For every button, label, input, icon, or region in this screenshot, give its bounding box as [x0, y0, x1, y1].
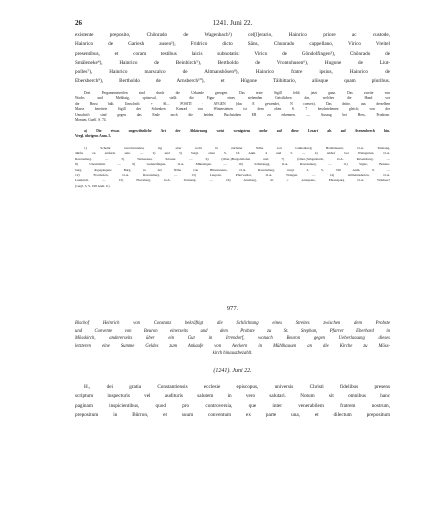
note-line: Wachs und Mehltaig, spitzoval, stellt die Figur eines stehenden Geistlichen dar, welcher die Hand vor: [75, 96, 390, 101]
text-line: Hainrico de Gariesh ausen²), Fridrico dicto Sâns, Chunrado cappellano, Virico Vreitel: [75, 41, 390, 48]
text-line: H., dei gratia Constantiensis ecclesie episcopus, universis Christi fidelibus presens: [84, 384, 390, 390]
charter-date: (1241). Juni 22.: [213, 368, 252, 374]
text-line: existente preposito, Chônrado de Wagenbach¹) cel[l]erario, Hainrico priore ac custode,: [75, 32, 390, 38]
footnotes: [75, 146, 390, 189]
note-line: Masse bereitete Sigill des Schenken Konrad von Winterstetten ist dem oben S. 7 beschriebenen gleich; von der: [75, 107, 390, 112]
regest-line: letzteren eine Summe Geldes zum Ankaufe von Aeckern in Mühlhausen an die Kirche zu Möss-: [75, 343, 390, 349]
footnote-line: Leutkirch. — 15) Ebersberg, O.A. Tettnang. — 16) Arnsberg, ob = Arnspreie, Ehrenspurg O.A. Waldsee?: [75, 178, 390, 183]
note-line: Vergl. übrigens Anm. 5.: [75, 134, 112, 139]
text-line: presentibus, et coram testibus laicis subnotatis: Virico de Gôndolfingen³), Chônrado de: [75, 50, 390, 57]
note-line: die Brust hält. Umschrift: + SI.... POSITI · AVGEN (das E gewendet, N convex). Das dritte, aus derselben: [75, 101, 390, 106]
seal-description: [75, 91, 390, 123]
footnote-line: burg, abgegangene Burg, in der Nähe von Blitzenreute, O.A. Ravensburg, vergl. 2, S. 336 Anm. 9. —: [75, 167, 390, 172]
page-number: 26: [75, 19, 82, 27]
regest-line: Mösskirch, andererseits über ein Gut in Irrendorf, wonach Beuron gegen Ueberlassung dieses: [75, 336, 390, 342]
regest-line: Bischof Heinrich von Constanz bekräftigt die Schlichtung eines Streites zwischen dem Probste: [75, 321, 390, 326]
footnote-line: 8) Unermittelt. — 9) Gundelfingen, O.A. Münsingen. — 10) Schmalegg, O.A. Ravensburg. — 11) Signe, Beinen-: [75, 162, 390, 167]
text-line: polles⁷), Hainrico marscalco de Altmanshôsen⁸), Hainrico fratre ipsius, Hainrico de: [75, 69, 390, 76]
note-line: a) Die etwas ungewöhnliche Art der Abkürzung weist wenigstens mehr auf diese Lesart als auf Avenenberch hin.: [84, 129, 390, 133]
footnote-line: dürfte zu entfernt sein. — 2) und 3) Vergl. oben S. 16 Anm. 4 und 5. — 4) Abhof bei Weingarten, O.A.: [75, 151, 390, 156]
text-line: Smâleneke⁴), Hainrico de Beinbirch⁵), Bertholdo de Vrontohusen⁶), Hugone de Liut-: [75, 59, 390, 66]
document-number: 977.: [226, 305, 239, 312]
note-line: Monum. Guelf. S. 74.: [75, 118, 107, 123]
regest-summary: [75, 320, 390, 358]
footnote-line: 12) Fronhofen, O.A. Ravensburg. — 13) Leupolz, Pfarrweiler, O.A. Wangen. — 14) Altmannshofen, O.A.: [75, 173, 390, 178]
variant-note: [75, 129, 390, 140]
regest-line: und Convente von Beuron einerseits und dem Probste zu St. Stephan, Pfarrer Eberhard in: [75, 328, 390, 334]
note-line: Drei Pergamentstreifen sind durch die Urkunde gezogen. Das erste Sigill fehlt jetzt ganz. Das zweite von: [84, 91, 390, 95]
charter-ending: [75, 31, 390, 87]
running-header: [75, 19, 390, 28]
footnote-line: Ravensburg. — 5) Weissenau, Kloster. — 6) (Ober-)Borgolzhofen und 7) (Ober-)Wagenbach, O.A. Ravensburg. —: [75, 156, 390, 161]
footnote-line: 1) Scheint verschwunden, lag aber wohl in nächster Nähe von Grünenberg; Holzhäusern, O.A. Tettnang,: [84, 146, 390, 150]
text-line: Ebersberch⁹), Bertholdo de Arnsberch¹⁰), et Hûgone Tâibittario, aliisque quam pluribus.: [75, 78, 390, 85]
text-line: scriptum inspecturis vel audituris salutem in vero salutari. Notum sit omnibus hanc: [75, 393, 390, 400]
charter-text: [75, 383, 390, 420]
header-date: 1241. Juni 22.: [212, 19, 253, 27]
regest-line: kirch hinauszbezahlt.: [212, 351, 253, 357]
text-line: paginam inspicientibus, quod pro controversia, que inter venerabilem fratrem nostrum,: [75, 402, 390, 409]
note-line: Umschrift sind gegen das Ende noch die beiden Buchstaben ER zu erkennen. — Auszug bei Hess, Prodrom.: [75, 112, 390, 117]
text-line: prepositum in Bûrron, et suum conventum ex parte una, et dilectum prepositum: [75, 411, 390, 418]
footnote-line: (vergl. 3, S. 198 Anm. 9.): [75, 183, 110, 188]
